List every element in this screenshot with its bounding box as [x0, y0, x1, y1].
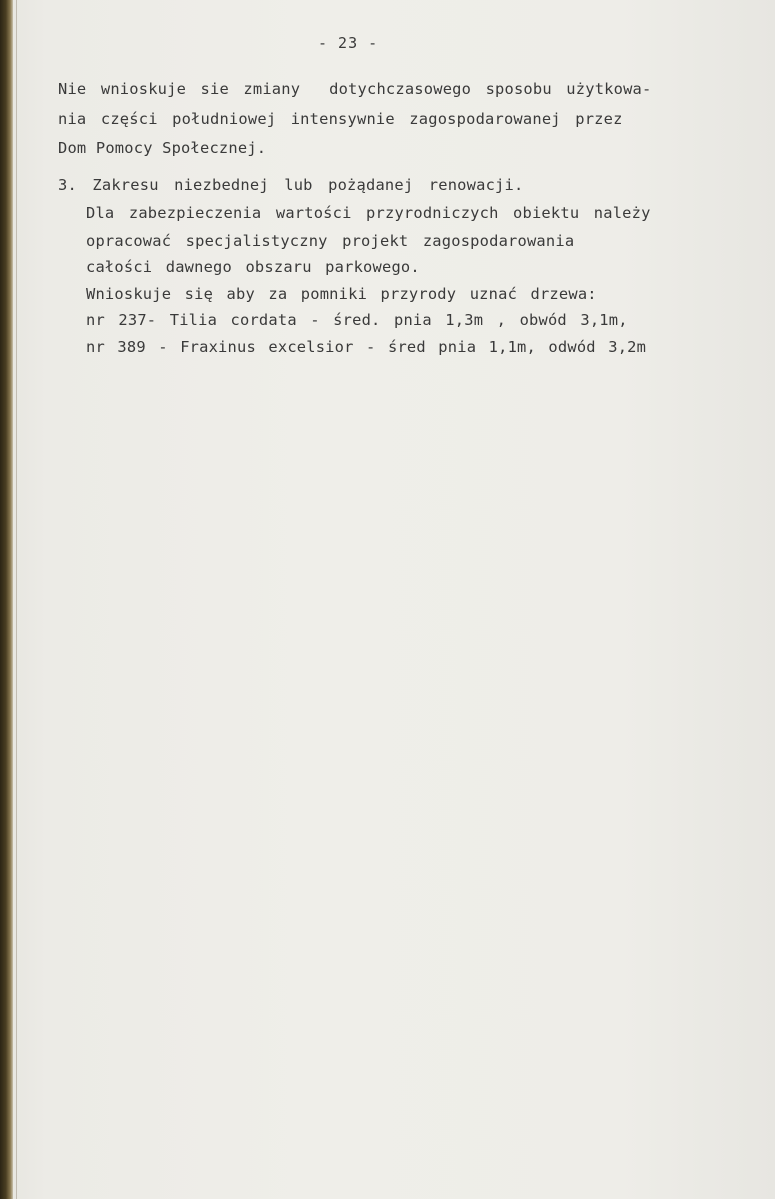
paragraph-1-line-3: Dom Pomocy Społecznej.	[58, 139, 267, 157]
section-3-line-2: opracować specjalistyczny projekt zagospodarowania	[86, 232, 575, 250]
paragraph-1-line-1: Nie wnioskuje sie zmiany dotychczasowego sposobu użytkowa-	[58, 80, 652, 98]
section-3-line-6: nr 389 - Fraxinus excelsior - śred pnia 1,1m, odwód 3,2m	[86, 338, 647, 356]
page-number: - 23 -	[318, 34, 379, 52]
section-3-heading: 3. Zakresu niezbednej lub pożądanej renowacji.	[58, 176, 524, 194]
section-3-line-3: całości dawnego obszaru parkowego.	[86, 258, 420, 276]
section-3-line-1: Dla zabezpieczenia wartości przyrodniczych obiektu należy	[86, 204, 651, 222]
section-3-line-5: nr 237- Tilia cordata - śred. pnia 1,3m , obwód 3,1m,	[86, 311, 628, 329]
fold-line	[16, 0, 17, 1199]
paragraph-1-line-2: nia części południowej intensywnie zagospodarowanej przez	[58, 110, 623, 128]
section-3-line-4: Wnioskuje się aby za pomniki przyrody uznać drzewa:	[86, 285, 597, 303]
binding-edge	[0, 0, 13, 1199]
